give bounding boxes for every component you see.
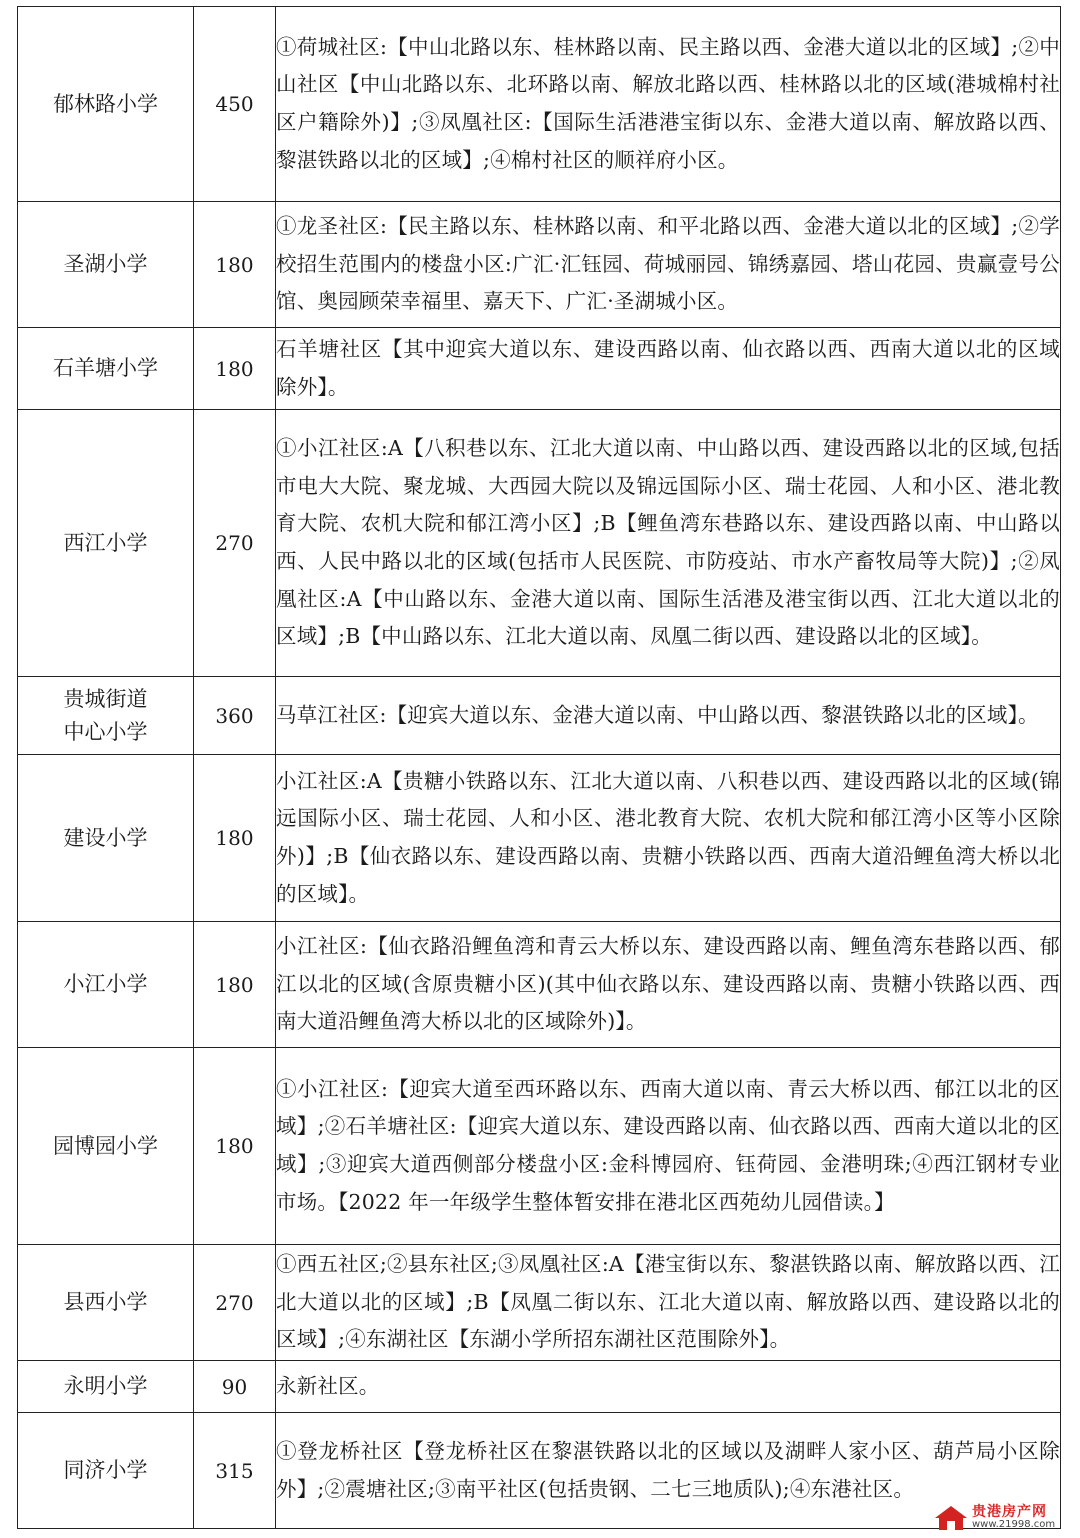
school-name: 郁林路小学 bbox=[18, 7, 194, 202]
table-row bbox=[18, 328, 1061, 410]
table-row bbox=[18, 677, 1061, 755]
zone-description: ①龙圣社区:【民主路以东、桂林路以南、和平北路以西、金港大道以北的区域】;②学校招生范围内的楼盘小区:广汇·汇钰园、荷城丽园、锦绣嘉园、塔山花园、贵赢壹号公馆、奥园顾荣幸福里、嘉天下、广汇·圣湖城小区。 bbox=[276, 202, 1061, 328]
quota-value: 450 bbox=[194, 7, 276, 202]
zone-description: 小江社区:【仙衣路沿鲤鱼湾和青云大桥以东、建设西路以南、鲤鱼湾东巷路以西、郁江以北的区域(含原贵糖小区)(其中仙衣路以东、建设西路以南、贵糖小铁路以西、西南大道沿鲤鱼湾大桥以北的区域除外)】。 bbox=[276, 922, 1061, 1048]
table-row bbox=[18, 1413, 1061, 1529]
table-row bbox=[18, 755, 1061, 922]
quota-value: 180 bbox=[194, 1048, 276, 1245]
table-row bbox=[18, 1361, 1061, 1413]
school-name: 县西小学 bbox=[18, 1245, 194, 1361]
school-name: 西江小学 bbox=[18, 410, 194, 677]
zone-description: ①小江社区:【迎宾大道至西环路以东、西南大道以南、青云大桥以西、郁江以北的区域】;②石羊塘社区:【迎宾大道以东、建设西路以南、仙衣路以西、西南大道以北的区域】;③迎宾大道西侧部分楼盘小区:金科博园府、钰荷园、金港明珠;④西江钢材专业市场。【2022 年一年级学生整体暂安排在港北区西苑幼儿园借读。】 bbox=[276, 1048, 1061, 1245]
zone-description: 永新社区。 bbox=[276, 1361, 1061, 1413]
zone-description: ①小江社区:A【八积巷以东、江北大道以南、中山路以西、建设西路以北的区域,包括市电大大院、聚龙城、大西园大院以及锦远国际小区、瑞士花园、人和小区、港北教育大院、农机大院和郁江湾小区】;B【鲤鱼湾东巷路以东、建设西路以南、中山路以西、人民中路以北的区域(包括市人民医院、市防疫站、市水产畜牧局等大院)】;②凤凰社区:A【中山路以东、金港大道以南、国际生活港及港宝街以西、江北大道以北的区域】;B【中山路以东、江北大道以南、凤凰二街以西、建设路以北的区域】。 bbox=[276, 410, 1061, 677]
watermark-logo bbox=[932, 1500, 1072, 1534]
school-name: 园博园小学 bbox=[18, 1048, 194, 1245]
table-row bbox=[18, 1048, 1061, 1245]
zone-description: 马草江社区:【迎宾大道以东、金港大道以南、中山路以西、黎湛铁路以北的区域】。 bbox=[276, 677, 1061, 755]
school-name: 建设小学 bbox=[18, 755, 194, 922]
watermark-url: www.21998.com bbox=[972, 1519, 1056, 1530]
school-name bbox=[18, 677, 194, 755]
quota-value: 360 bbox=[194, 677, 276, 755]
table-row bbox=[18, 922, 1061, 1048]
school-name: 永明小学 bbox=[18, 1361, 194, 1413]
enrollment-zone-table bbox=[17, 6, 1061, 1529]
quota-value: 270 bbox=[194, 410, 276, 677]
school-name: 小江小学 bbox=[18, 922, 194, 1048]
quota-value: 180 bbox=[194, 202, 276, 328]
table-row bbox=[18, 410, 1061, 677]
zone-description: ①荷城社区:【中山北路以东、桂林路以南、民主路以西、金港大道以北的区域】;②中山社区【中山北路以东、北环路以南、解放北路以西、桂林路以北的区域(港城棉村社区户籍除外)】;③凤凰社区:【国际生活港港宝街以东、金港大道以南、解放路以西、黎湛铁路以北的区域】;④棉村社区的顺祥府小区。 bbox=[276, 7, 1061, 202]
school-name: 同济小学 bbox=[18, 1413, 194, 1529]
house-elephant-logo-icon bbox=[932, 1502, 970, 1532]
quota-value: 180 bbox=[194, 328, 276, 410]
zone-description: 石羊塘社区【其中迎宾大道以东、建设西路以南、仙衣路以西、西南大道以北的区域除外】。 bbox=[276, 328, 1061, 410]
quota-value: 270 bbox=[194, 1245, 276, 1361]
table-row bbox=[18, 1245, 1061, 1361]
quota-value: 315 bbox=[194, 1413, 276, 1529]
table-row bbox=[18, 202, 1061, 328]
quota-value: 180 bbox=[194, 922, 276, 1048]
table-row bbox=[18, 7, 1061, 202]
school-name: 圣湖小学 bbox=[18, 202, 194, 328]
watermark-name: 贵港房产网 bbox=[972, 1504, 1047, 1520]
zone-description: ①西五社区;②县东社区;③凤凰社区:A【港宝街以东、黎湛铁路以南、解放路以西、江北大道以北的区域】;B【凤凰二街以东、江北大道以南、解放路以西、建设路以北的区域】;④东湖社区【东湖小学所招东湖社区范围除外】。 bbox=[276, 1245, 1061, 1361]
school-name: 石羊塘小学 bbox=[18, 328, 194, 410]
zone-description: 小江社区:A【贵糖小铁路以东、江北大道以南、八积巷以西、建设西路以北的区域(锦远国际小区、瑞士花园、人和小区、港北教育大院、农机大院和郁江湾小区等小区除外)】;B【仙衣路以东、建设西路以南、贵糖小铁路以西、西南大道沿鲤鱼湾大桥以北的区域】。 bbox=[276, 755, 1061, 922]
school-name-line: 中心小学 bbox=[63, 719, 148, 744]
school-name-line: 贵城街道 bbox=[63, 686, 148, 711]
zone-description: ①登龙桥社区【登龙桥社区在黎湛铁路以北的区域以及湖畔人家小区、葫芦局小区除外】;②震塘社区;③南平社区(包括贵钢、二七三地质队);④东港社区。 bbox=[276, 1413, 1061, 1529]
quota-value: 180 bbox=[194, 755, 276, 922]
quota-value: 90 bbox=[194, 1361, 276, 1413]
